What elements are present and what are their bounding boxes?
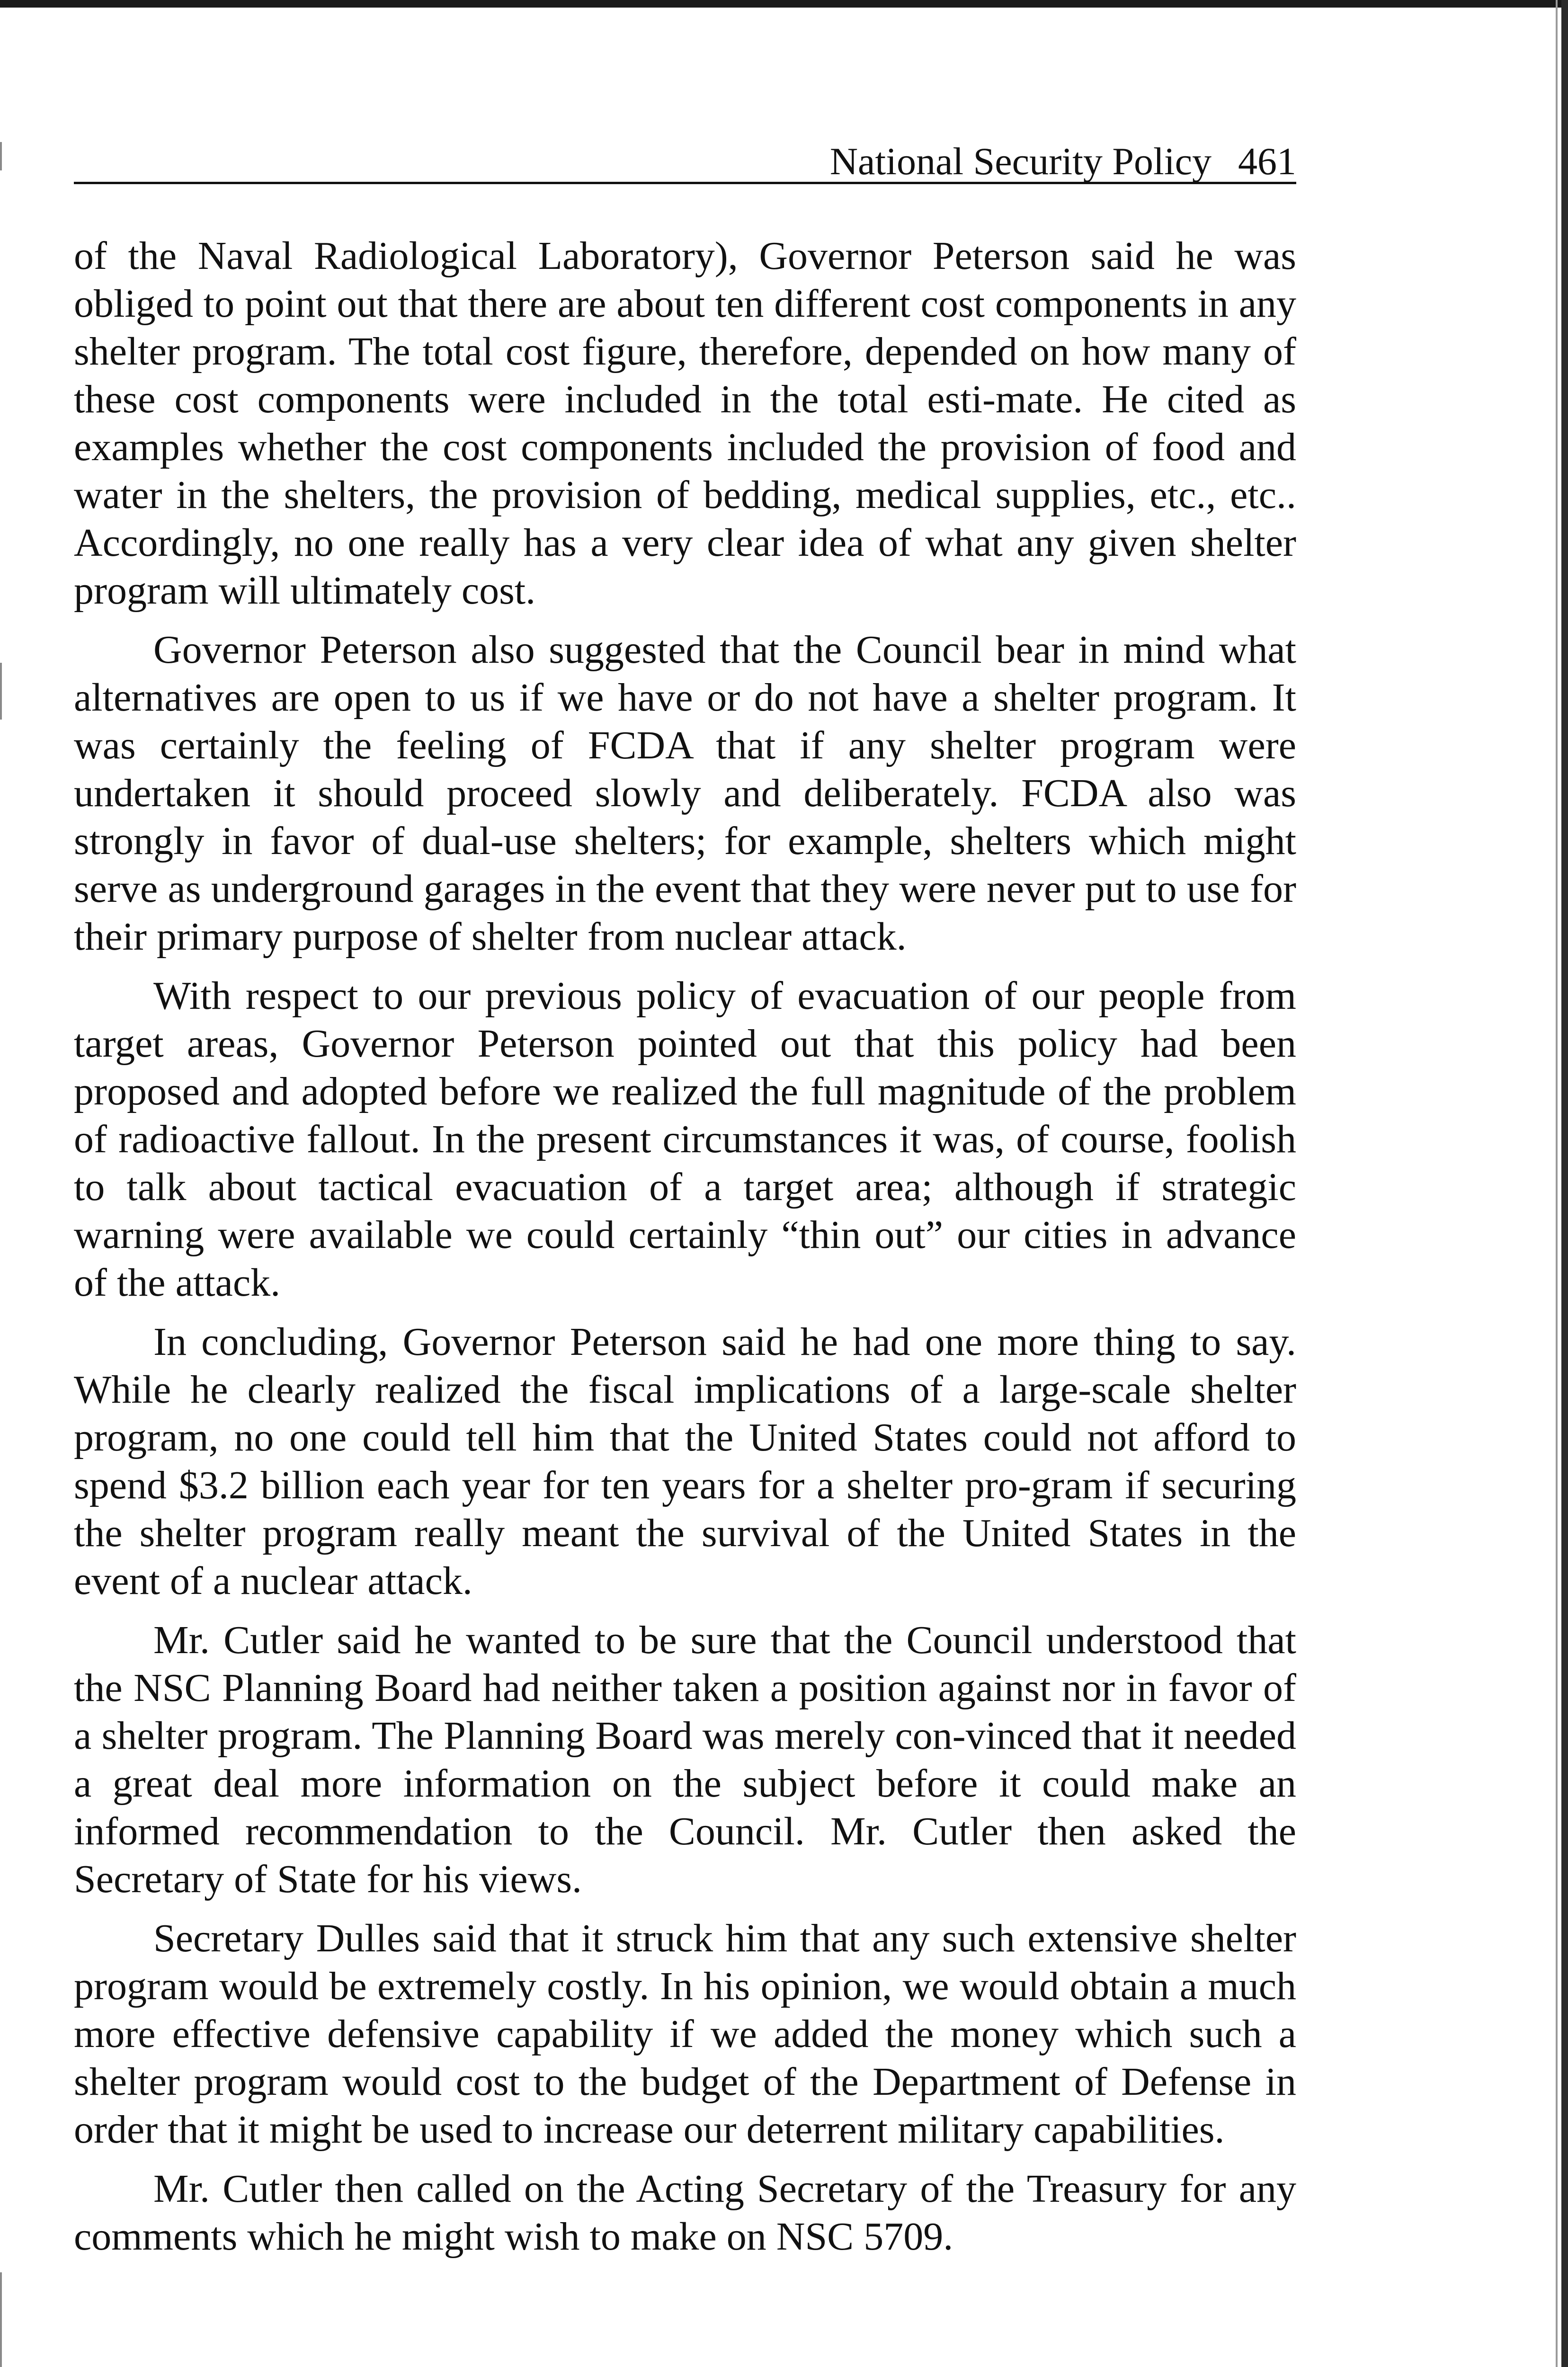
paragraph-continued: of the Naval Radiological Laboratory), Governor Peterson said he was obliged to point out that there are about ten different cost components in any shelter program. The total cost figure, therefore, depended on how many of these cost components were included in the total esti-mate. He cited as examples whether the cost components included the provision of food and water in the shelters, the provision of bedding, medical supplies, etc., etc.. Accordingly, no one really has a very clear idea of what any given shelter program will ultimately cost. xyxy=(74,234,1296,613)
page-top-border xyxy=(0,0,1568,8)
paragraph: Secretary Dulles said that it struck him that any such extensive shelter program would be extremely costly. In his opinion, we would obtain a much more effective defensive capability if we added the money which such a shelter program would cost to the budget of the Department of Defense in order that it might be used to increase our deterrent military capabilities. xyxy=(74,1916,1296,2152)
running-title xyxy=(830,142,1296,181)
paragraph: With respect to our previous policy of evacuation of our people from target areas, Governor Peterson pointed out that this policy had been proposed and adopted before we realized the full magnitude of the problem of radioactive fallout. In the present circumstances it was, of course, foolish to talk about tactical evacuation of a target area; although if strategic warning were available we could certainly “thin out” our cities in advance of the attack. xyxy=(74,974,1296,1305)
scan-left-mark xyxy=(0,663,2,720)
paragraph: Mr. Cutler said he wanted to be sure that the Council understood that the NSC Planning Board had neither taken a position against nor in favor of a shelter program. The Planning Board was merely con-vinced that it needed a great deal more information on the subject before it could make an informed recommendation to the Council. Mr. Cutler then asked the Secretary of State for his views. xyxy=(74,1618,1296,1901)
body-text xyxy=(74,232,1296,2272)
running-header xyxy=(74,133,1296,184)
scan-right-edge-line xyxy=(1556,0,1558,2367)
page-number: 461 xyxy=(1238,140,1296,183)
scan-left-mark xyxy=(0,142,2,170)
running-title-text: National Security Policy xyxy=(829,140,1212,183)
scan-right-edge xyxy=(1561,0,1568,2367)
paragraph: Governor Peterson also suggested that the Council bear in mind what alternatives are open to us if we have or do not have a shelter program. It was certainly the feeling of FCDA that if any shelter program were undertaken it should proceed slowly and deliberately. FCDA also was strongly in favor of dual-use shelters; for example, shelters which might serve as underground garages in the event that they were never put to use for their primary purpose of shelter from nuclear attack. xyxy=(74,628,1296,959)
scan-left-mark xyxy=(0,2272,2,2367)
paragraph: Mr. Cutler then called on the Acting Secretary of the Treasury for any comments which he might wish to make on NSC 5709. xyxy=(74,2167,1296,2259)
paragraph: In concluding, Governor Peterson said he had one more thing to say. While he clearly realized the fiscal implications of a large-scale shelter program, no one could tell him that the United States could not afford to spend $3.2 billion each year for ten years for a shelter pro-gram if securing the shelter program really meant the survival of the United States in the event of a nuclear attack. xyxy=(74,1320,1296,1603)
